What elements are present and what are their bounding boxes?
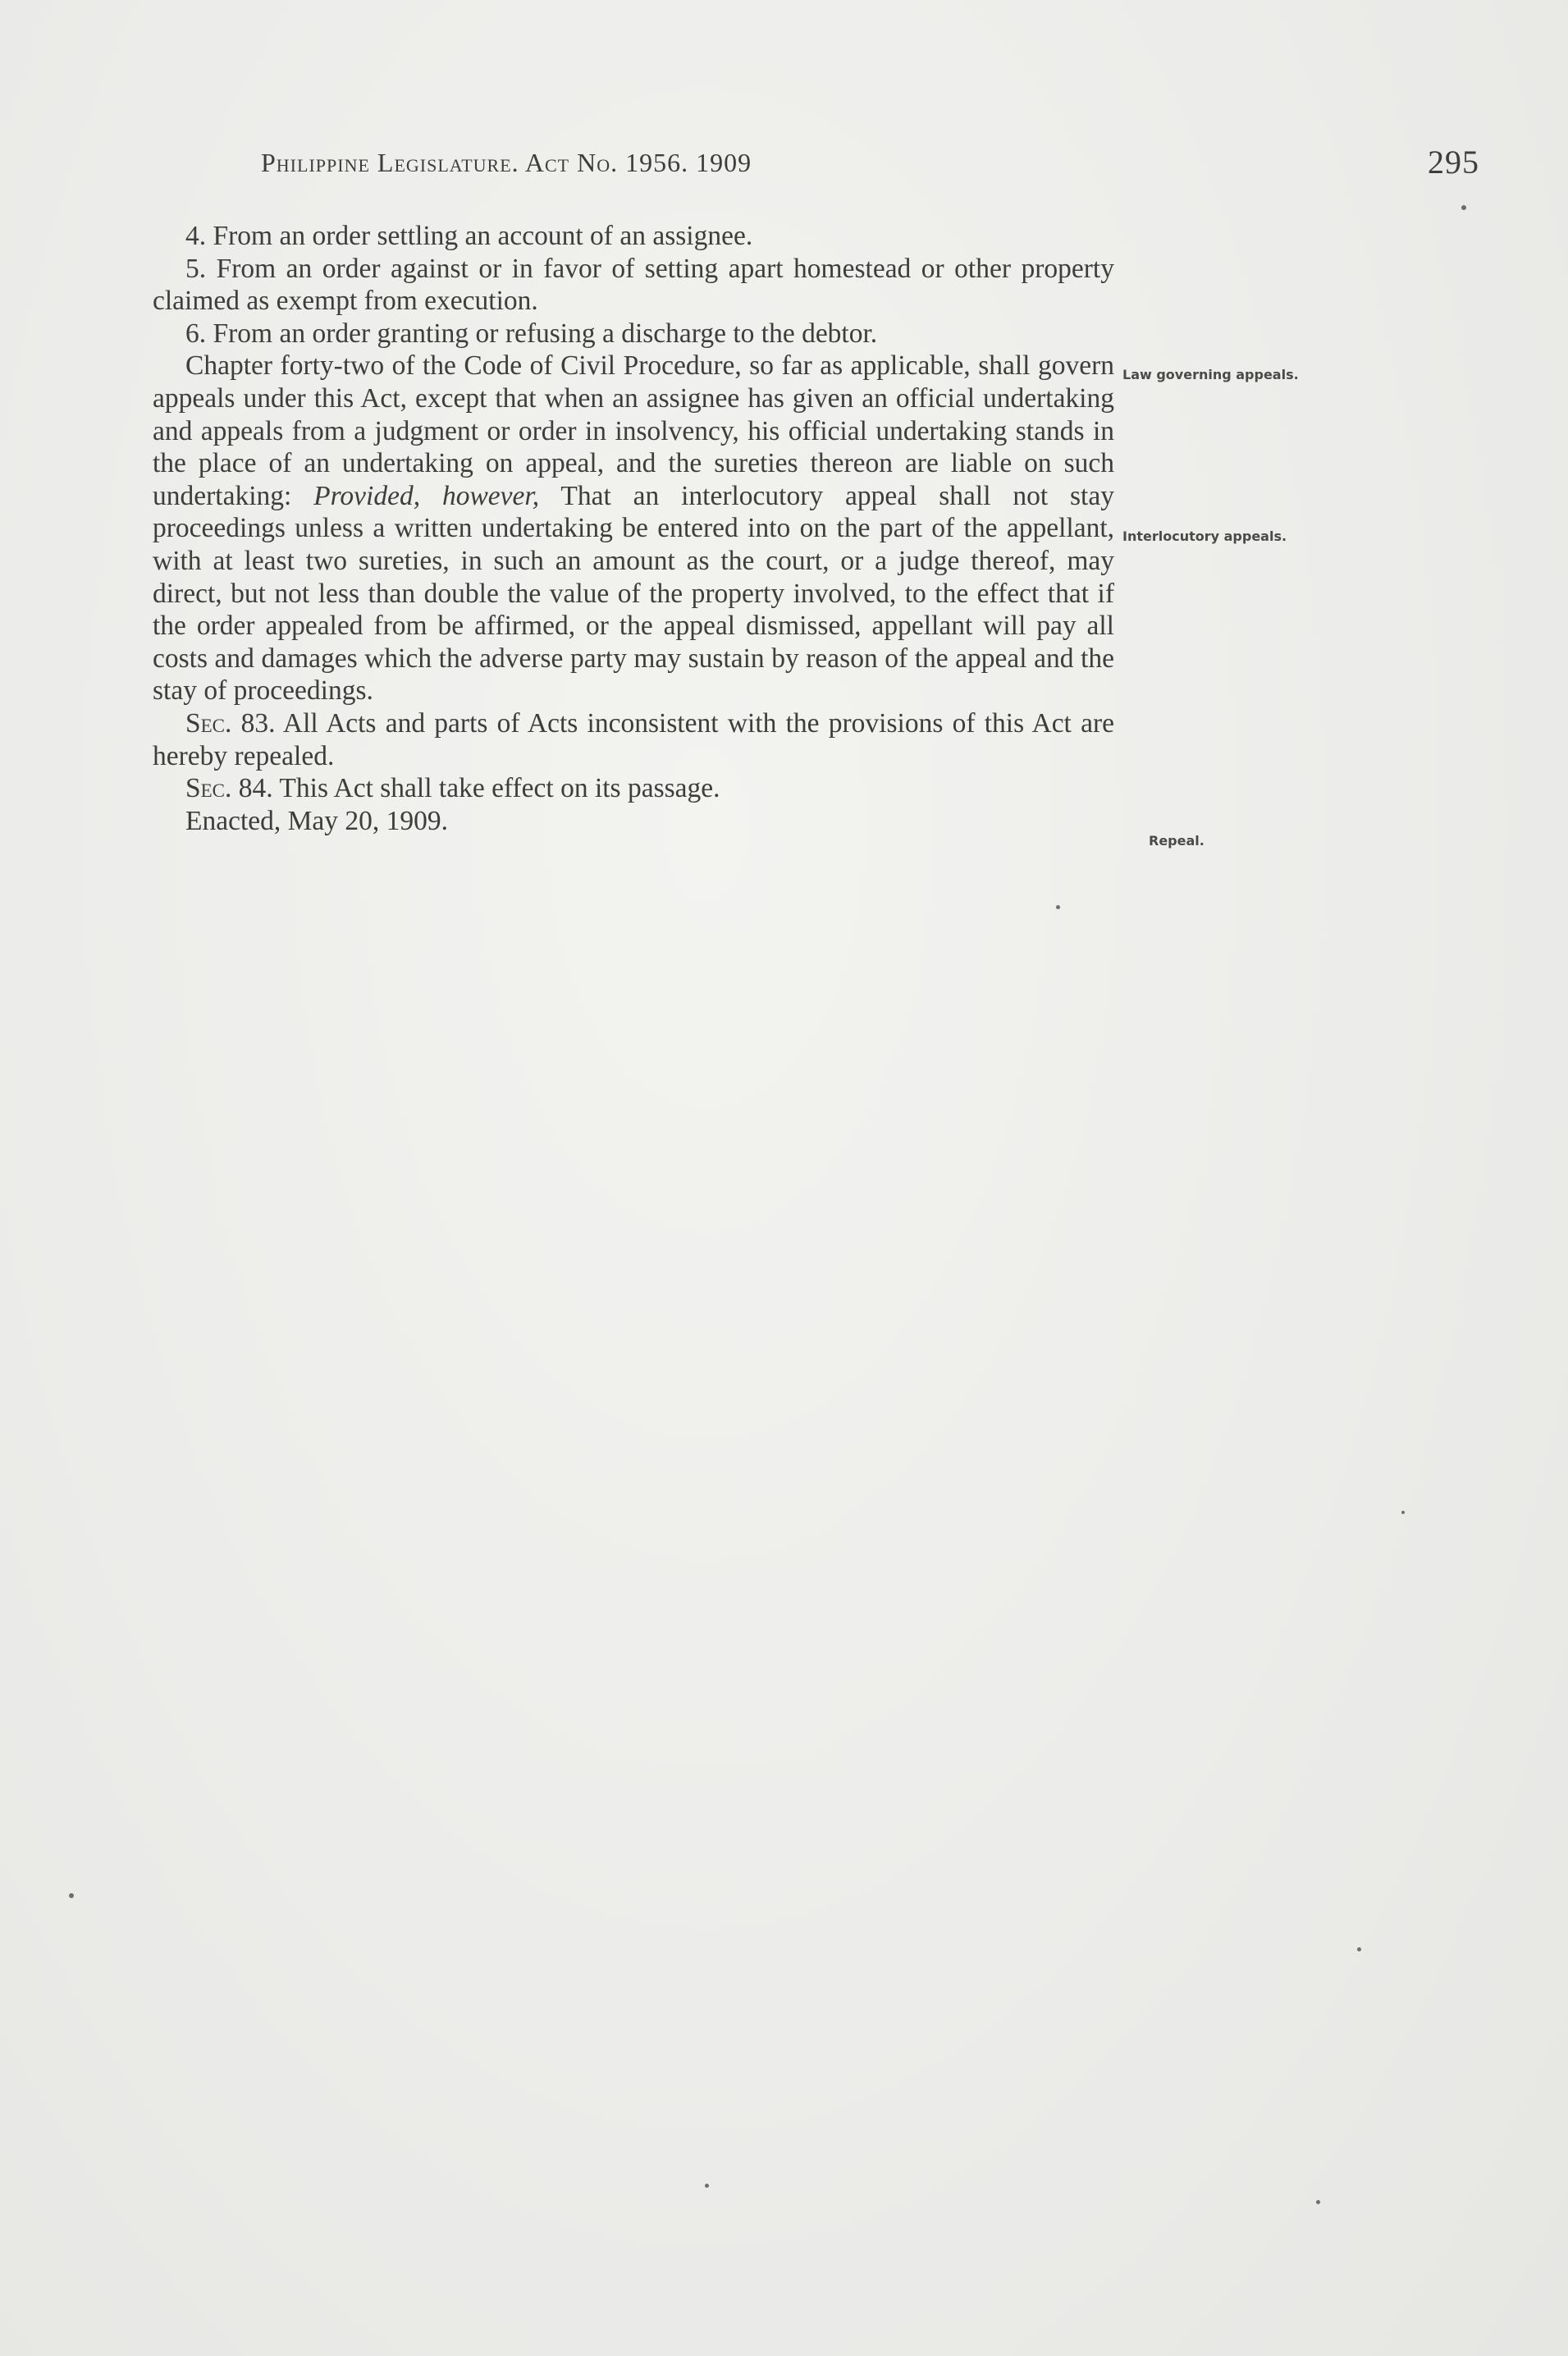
paper-speck: [705, 2184, 709, 2188]
paper-speck: [1056, 905, 1060, 909]
margin-note-repeal: Repeal.: [1149, 833, 1205, 849]
paragraph-item-5: 5. From an order against or in favor of setting apart homestead or other property claimed as exempt from execution.: [153, 253, 1114, 317]
paragraph-sec-84: [153, 772, 1114, 805]
page-header: [261, 144, 1492, 189]
paper-speck: [1461, 205, 1466, 210]
paragraph-sec-83: [153, 707, 1114, 772]
sec-83-label: Sec. 83.: [185, 707, 276, 739]
paper-speck: [1316, 2200, 1320, 2204]
paper-speck: [1357, 1947, 1361, 1951]
page-number: 295: [1428, 144, 1479, 181]
proviso-italic: Provided, however,: [313, 480, 540, 511]
chapter-text-start: Chapter forty-two of the Code of Civil Procedure, so far as applicable, shall govern appeals under this Act, except that when an assignee has given an official undertaking and appeals from a judgment or order in insolvency, his official undertaking stands in the place of an undertaking on appeal, and the sureties thereon are liable on such undertaking:: [153, 350, 1114, 511]
paper-speck: [1401, 1511, 1405, 1514]
body-text: [153, 220, 1114, 837]
paragraph-chapter-forty-two: [153, 350, 1114, 707]
sec-83-text: All Acts and parts of Acts inconsistent with the provisions of this Act are hereby repealed.: [153, 707, 1114, 771]
chapter-text-end: That an interlocutory appeal shall not stay proceedings unless a written undertaking be entered into on the part of the appellant, with at least two sureties, in such an amount as the court, or a judge thereof, may direct, but not less than double the value of the property involved, to the effect that if the order appealed from be affirmed, or the appeal dismissed, appellant will pay all costs and damages which the adverse party may sustain by reason of the appeal and the stay of proceedings.: [153, 480, 1114, 707]
margin-note-interlocutory: Interlocutory appeals.: [1122, 528, 1287, 544]
paragraph-enacted: Enacted, May 20, 1909.: [185, 805, 449, 836]
sec-84-label: Sec. 84.: [185, 773, 273, 804]
paragraph-item-6: 6. From an order granting or refusing a discharge to the debtor.: [185, 318, 878, 349]
paragraph-item-4: 4. From an order settling an account of an assignee.: [185, 221, 753, 251]
margin-note-law-governing: Law governing appeals.: [1122, 367, 1299, 382]
running-head: Philippine Legislature. Act No. 1956. 1909: [261, 148, 752, 177]
paper-speck: [69, 1893, 74, 1898]
sec-84-text: This Act shall take effect on its passage.: [272, 773, 720, 804]
